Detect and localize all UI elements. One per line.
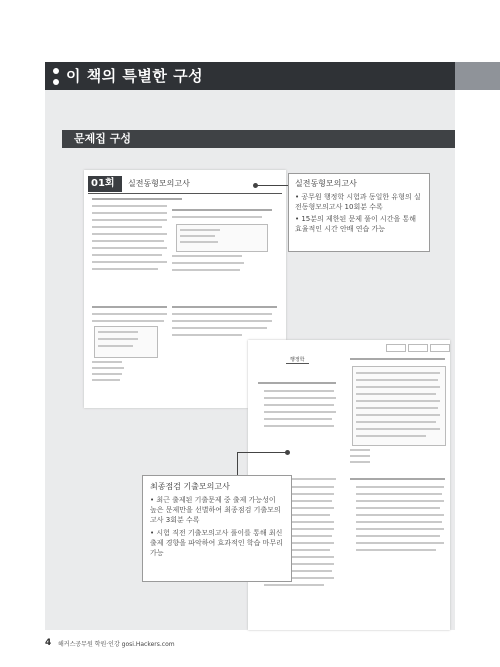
callout-connector — [237, 452, 238, 475]
subject-label: 행정학 — [286, 356, 309, 364]
text-line — [92, 373, 122, 375]
callout-item: • 최근 출제된 기출문제 중 출제 가능성이 높은 문제만을 선별하여 최종점검 기출모의고사 3회분 수록 — [150, 496, 281, 524]
text-line — [356, 428, 440, 430]
text-line — [92, 254, 162, 256]
text-line — [356, 493, 442, 495]
text-line — [356, 514, 444, 516]
text-line — [172, 255, 242, 257]
text-line — [98, 338, 138, 340]
text-line — [180, 235, 215, 237]
answer-box — [430, 344, 450, 352]
text-line — [356, 500, 444, 502]
text-line — [356, 549, 436, 551]
callout-connector-dot — [253, 183, 258, 188]
text-line — [92, 361, 122, 363]
text-line — [356, 486, 444, 488]
text-line — [92, 212, 167, 214]
text-line — [350, 478, 445, 480]
text-line — [356, 542, 444, 544]
callout-connector-dot — [285, 450, 290, 455]
text-line — [92, 320, 164, 322]
answer-box — [408, 344, 428, 352]
text-line — [92, 268, 158, 270]
text-line — [356, 386, 440, 388]
callout-item: • 15분의 제한된 문제 풀이 시간을 통해 효율적인 시간 안배 연습 가능 — [295, 215, 417, 233]
callout-title: 최종점검 기출모의고사 — [150, 482, 230, 491]
text-line — [356, 407, 438, 409]
header-tab-decoration — [455, 62, 500, 90]
page-number: 4 — [45, 638, 52, 648]
round-badge: 01회 — [88, 176, 122, 192]
callout-connector — [237, 452, 287, 453]
text-line — [356, 521, 442, 523]
text-line — [264, 404, 334, 406]
text-line — [356, 435, 426, 437]
question-passage-box — [352, 366, 446, 446]
text-line — [356, 528, 444, 530]
section-title: 문제집 구성 — [74, 132, 131, 145]
callout-item: • 공무원 행정학 시험과 동일한 유형의 실전동형모의고사 10회분 수록 — [295, 193, 421, 211]
text-line — [264, 397, 336, 399]
title-underline — [88, 193, 282, 194]
text-line — [92, 306, 167, 308]
text-line — [98, 345, 133, 347]
text-line — [98, 331, 138, 333]
text-line — [264, 584, 324, 586]
text-line — [350, 449, 370, 451]
text-line — [92, 219, 167, 221]
text-line — [92, 379, 120, 381]
text-line — [356, 507, 440, 509]
text-line — [172, 334, 242, 336]
text-line — [172, 262, 244, 264]
colon-bullet-icon — [52, 66, 60, 86]
text-line — [92, 233, 167, 235]
text-line — [356, 421, 436, 423]
callout-connector — [255, 185, 288, 186]
callout-title: 실전동형모의고사 — [295, 179, 357, 188]
text-line — [356, 372, 440, 374]
text-line — [356, 393, 436, 395]
text-line — [356, 535, 440, 537]
text-line — [92, 198, 182, 200]
text-line — [92, 313, 167, 315]
text-line — [92, 240, 164, 242]
text-line — [172, 216, 262, 218]
footer-text: 해커스공무원 학원·인강 gosi.Hackers.com — [58, 641, 175, 648]
callout-mock-exam — [288, 173, 430, 252]
page-title: 이 책의 특별한 구성 — [66, 67, 204, 85]
text-line — [172, 306, 277, 308]
text-line — [356, 414, 440, 416]
text-line — [264, 425, 334, 427]
text-line — [264, 411, 336, 413]
text-line — [172, 320, 272, 322]
text-line — [172, 209, 272, 211]
answer-box — [386, 344, 406, 352]
text-line — [350, 455, 370, 457]
round-title: 실전동형모의고사 — [128, 179, 190, 188]
text-line — [264, 418, 332, 420]
callout-item: • 시험 직전 기출모의고사 풀이를 통해 최신 출제 경향을 파악하여 효과적인 학습 마무리 가능 — [150, 529, 283, 557]
text-line — [92, 226, 162, 228]
text-line — [172, 327, 267, 329]
text-line — [92, 247, 167, 249]
text-line — [350, 461, 370, 463]
text-line — [356, 379, 438, 381]
text-line — [92, 367, 124, 369]
text-line — [92, 205, 167, 207]
text-line — [264, 390, 334, 392]
text-line — [172, 269, 240, 271]
text-line — [350, 358, 445, 360]
text-line — [356, 400, 440, 402]
text-line — [92, 261, 167, 263]
callout-final-exam — [142, 475, 292, 582]
text-line — [180, 229, 220, 231]
text-line — [172, 313, 272, 315]
text-line — [258, 382, 336, 384]
text-line — [180, 241, 218, 243]
